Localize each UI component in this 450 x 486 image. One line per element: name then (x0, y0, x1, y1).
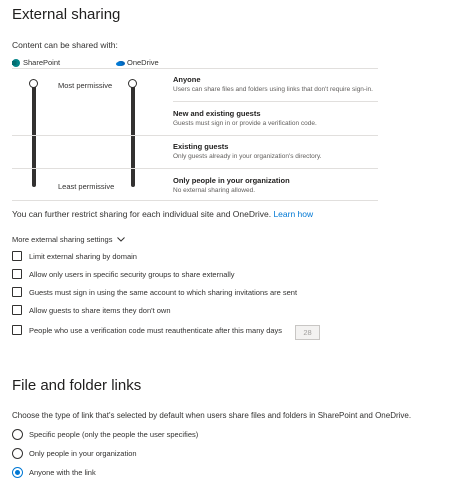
level-title: Only people in your organization (173, 176, 290, 185)
radio-anyone-link[interactable] (12, 467, 96, 478)
checkbox-label: Limit external sharing by domain (29, 251, 137, 261)
reauth-days-input[interactable]: 28 (295, 325, 320, 340)
onedrive-header (116, 58, 159, 67)
separator (173, 101, 378, 102)
onedrive-slider-handle[interactable] (128, 79, 137, 88)
checkbox-box[interactable] (12, 325, 22, 335)
sharepoint-label: SharePoint (23, 58, 61, 67)
more-settings-label: More external sharing settings (12, 235, 113, 244)
radio-label: Anyone with the link (29, 468, 96, 477)
content-shared-label: Content can be shared with: (12, 40, 118, 50)
checkbox-box[interactable] (12, 305, 22, 315)
level-anyone (173, 75, 373, 93)
radio-label: Specific people (only the people the user specifies) (29, 430, 199, 439)
page-title: External sharing (12, 6, 121, 23)
checkbox-guests-share[interactable] (12, 305, 171, 315)
radio-label: Only people in your organization (29, 449, 137, 458)
level-desc: Guests must sign in or provide a verification code. (173, 120, 317, 127)
onedrive-slider-track[interactable] (131, 85, 135, 187)
checkbox-limit-domain[interactable] (12, 251, 137, 261)
checkbox-security-groups[interactable] (12, 269, 235, 279)
radio-button[interactable] (12, 448, 23, 459)
radio-button[interactable] (12, 429, 23, 440)
checkbox-label: Guests must sign in using the same account to which sharing invitations are sent (29, 287, 298, 297)
least-permissive-label: Least permissive (58, 182, 115, 191)
checkbox-box[interactable] (12, 287, 22, 297)
level-only-org (173, 176, 290, 194)
checkbox-label: Allow guests to share items they don't own (29, 305, 171, 315)
checkbox-box[interactable] (12, 251, 22, 261)
checkbox-reauthenticate[interactable] (12, 325, 282, 335)
most-permissive-label: Most permissive (58, 81, 113, 90)
level-title: New and existing guests (173, 109, 261, 118)
onedrive-icon (116, 60, 125, 66)
level-desc: Only guests already in your organization's directory. (173, 153, 322, 160)
checkbox-box[interactable] (12, 269, 22, 279)
radio-only-org[interactable] (12, 448, 137, 459)
chevron-down-icon (117, 237, 125, 242)
level-existing-guests (173, 142, 322, 160)
section-title-links: File and folder links (12, 377, 142, 394)
level-desc: Users can share files and folders using links that don't require sign-in. (173, 86, 373, 93)
level-title: Existing guests (173, 142, 229, 151)
restrict-text-body: You can further restrict sharing for each individual site and OneDrive. (12, 209, 272, 219)
level-new-existing-guests (173, 109, 317, 127)
separator (12, 168, 378, 169)
checkbox-same-account[interactable] (12, 287, 297, 297)
more-settings-toggle[interactable] (12, 235, 125, 244)
sharepoint-icon (12, 59, 20, 67)
onedrive-label: OneDrive (127, 58, 159, 67)
separator (12, 135, 378, 136)
radio-specific-people[interactable] (12, 429, 198, 440)
checkbox-label: People who use a verification code must reauthenticate after this many days (29, 325, 283, 335)
sharepoint-slider-track[interactable] (32, 85, 36, 187)
sharepoint-header (12, 58, 60, 67)
level-title: Anyone (173, 75, 201, 84)
level-desc: No external sharing allowed. (173, 187, 256, 194)
learn-how-link[interactable]: Learn how (273, 209, 314, 219)
separator (12, 200, 378, 201)
restrict-text (12, 209, 313, 219)
separator (12, 68, 378, 69)
links-description: Choose the type of link that's selected by default when users share files and folders in SharePoint and OneDrive. (12, 411, 412, 420)
checkbox-label: Allow only users in specific security groups to share externally (29, 269, 235, 279)
radio-button-selected[interactable] (12, 467, 23, 478)
sharepoint-slider-handle[interactable] (29, 79, 38, 88)
